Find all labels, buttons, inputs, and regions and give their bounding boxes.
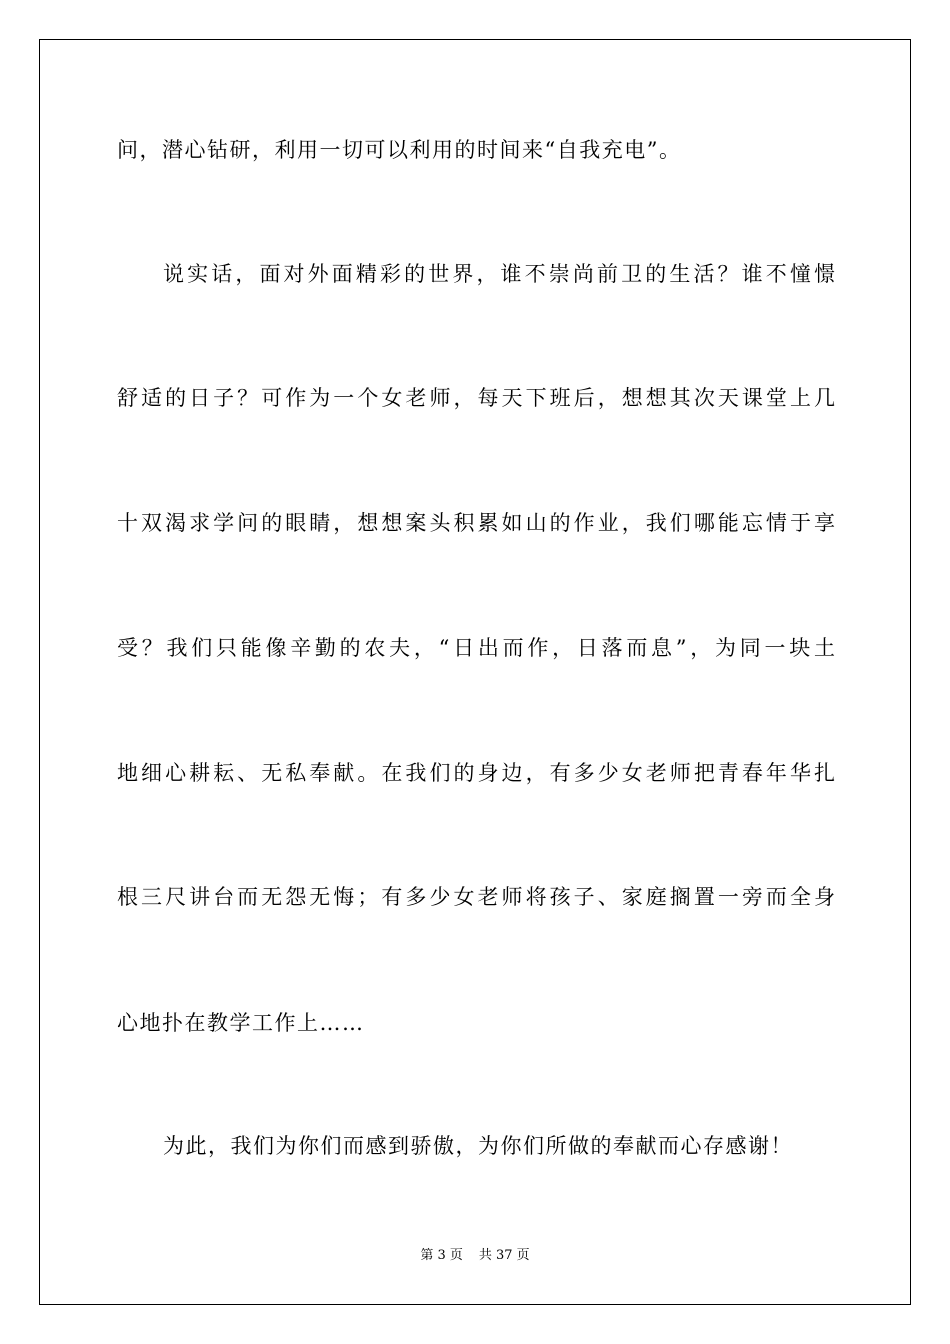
text-line-6: 地细心耕耘、无私奉献。在我们的身边，有多少女老师把青春年华扎 <box>117 761 835 785</box>
text-line-9: 为此，我们为你们而感到骄傲，为你们所做的奉献而心存感谢！ <box>163 1134 793 1158</box>
text-line-4: 十双渴求学问的眼睛，想想案头积累如山的作业，我们哪能忘情于享 <box>117 511 835 535</box>
text-line-2: 说实话，面对外面精彩的世界，谁不崇尚前卫的生活？谁不憧憬 <box>163 262 835 286</box>
text-line-7: 根三尺讲台而无怨无悔；有多少女老师将孩子、家庭搁置一旁而全身 <box>117 885 835 909</box>
page-number: 第 3 页 <box>420 1248 463 1263</box>
page-footer <box>0 1246 950 1266</box>
page-border <box>39 39 911 1305</box>
text-line-5: 受？我们只能像辛勤的农夫，“日出而作，日落而息”，为同一块土 <box>117 636 835 660</box>
text-line-3: 舒适的日子？可作为一个女老师，每天下班后，想想其次天课堂上几 <box>117 386 835 410</box>
text-line-1: 问，潜心钻研，利用一切可以利用的时间来“自我充电”。 <box>117 138 682 162</box>
text-line-8: 心地扑在教学工作上…… <box>117 1011 365 1035</box>
page-total: 共 37 页 <box>478 1248 530 1263</box>
